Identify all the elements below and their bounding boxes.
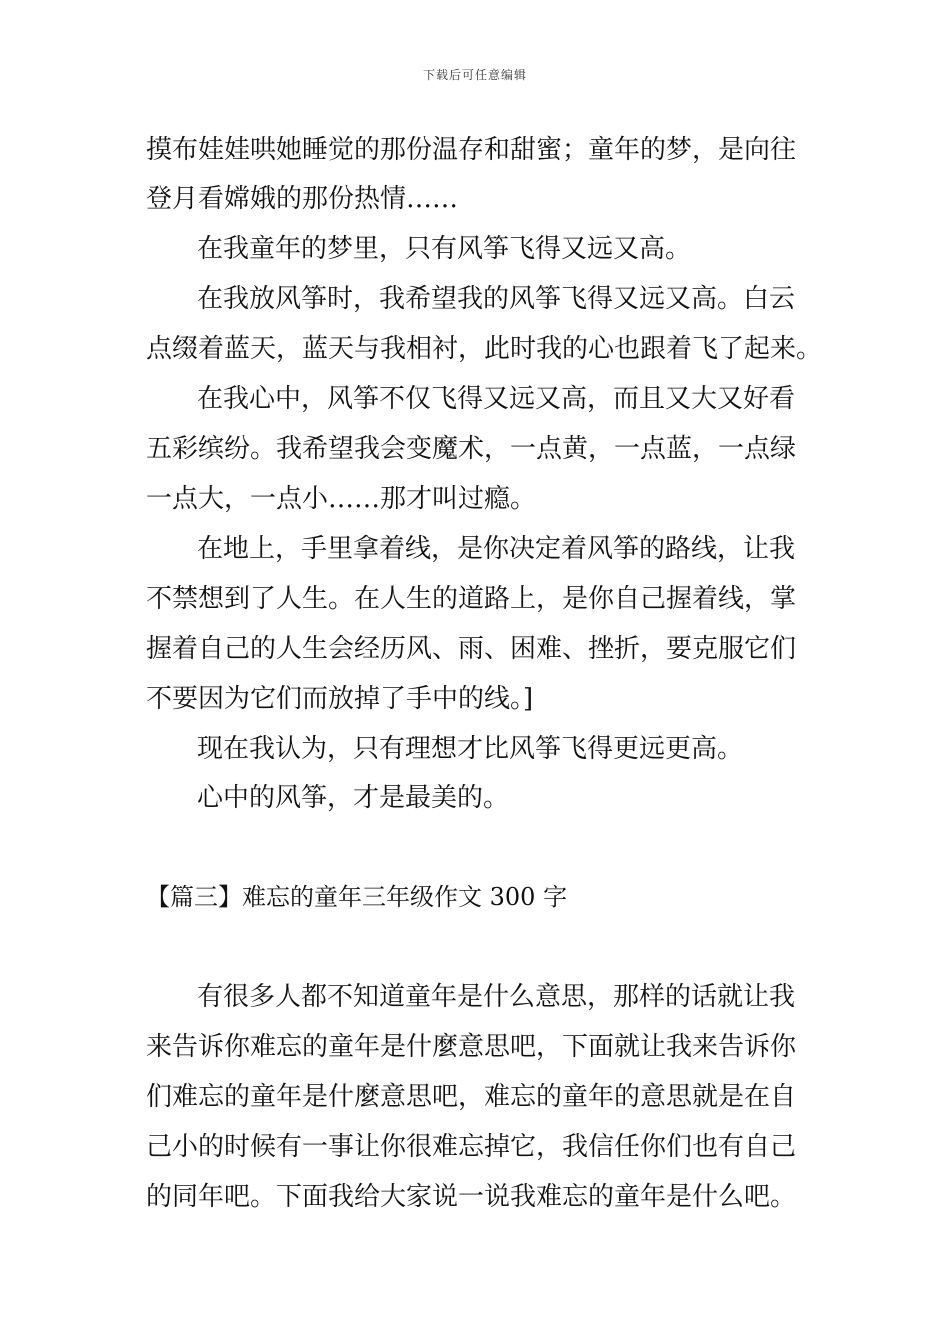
section-title: 【篇三】难忘的童年三年级作文 300 字 xyxy=(146,883,568,911)
paragraph-start-line: 在地上，手里拿着线，是你决定着风筝的路线，让我 xyxy=(197,534,796,564)
page-header: 下载后可任意编辑 xyxy=(422,68,527,82)
body-line: 一点大，一点小……那才叫过瘾。 xyxy=(146,484,537,514)
body-line: 点缀着蓝天，蓝天与我相衬，此时我的心也跟着飞了起来。 xyxy=(146,334,823,364)
body-line: 们难忘的童年是什麼意思吧，难忘的童年的意思就是在自 xyxy=(146,1082,797,1112)
body-line: 的同年吧。下面我给大家说一说我难忘的童年是什么吧。 xyxy=(146,1182,797,1212)
paragraph-start-line: 在我放风筝时，我希望我的风筝飞得又远又高。白云 xyxy=(197,284,796,314)
paragraph-start-line: 有很多人都不知道童年是什么意思，那样的话就让我 xyxy=(197,982,796,1012)
body-line: 摸布娃娃哄她睡觉的那份温存和甜蜜；童年的梦，是向往 xyxy=(146,135,797,165)
body-line: 不禁想到了人生。在人生的道路上，是你自己握着线，掌 xyxy=(146,584,797,614)
body-line: 来告诉你难忘的童年是什麼意思吧，下面就让我来告诉你 xyxy=(146,1032,797,1062)
paragraph-start-line: 现在我认为，只有理想才比风筝飞得更远更高。 xyxy=(197,734,744,764)
body-line: 握着自己的人生会经历风、雨、困难、挫折，要克服它们 xyxy=(146,634,797,664)
body-line: 己小的时候有一事让你很难忘掉它，我信任你们也有自己 xyxy=(146,1132,797,1162)
body-line: 五彩缤纷。我希望我会变魔术，一点黄，一点蓝，一点绿 xyxy=(146,434,797,464)
body-line: 登月看嫦娥的那份热情…… xyxy=(146,184,459,214)
body-line: 不要因为它们而放掉了手中的线。] xyxy=(146,684,534,714)
paragraph-start-line: 在我心中，风筝不仅飞得又远又高，而且又大又好看 xyxy=(197,384,796,414)
paragraph-start-line: 在我童年的梦里，只有风筝飞得又远又高。 xyxy=(197,234,692,264)
paragraph-start-line: 心中的风筝，才是最美的。 xyxy=(197,783,510,813)
